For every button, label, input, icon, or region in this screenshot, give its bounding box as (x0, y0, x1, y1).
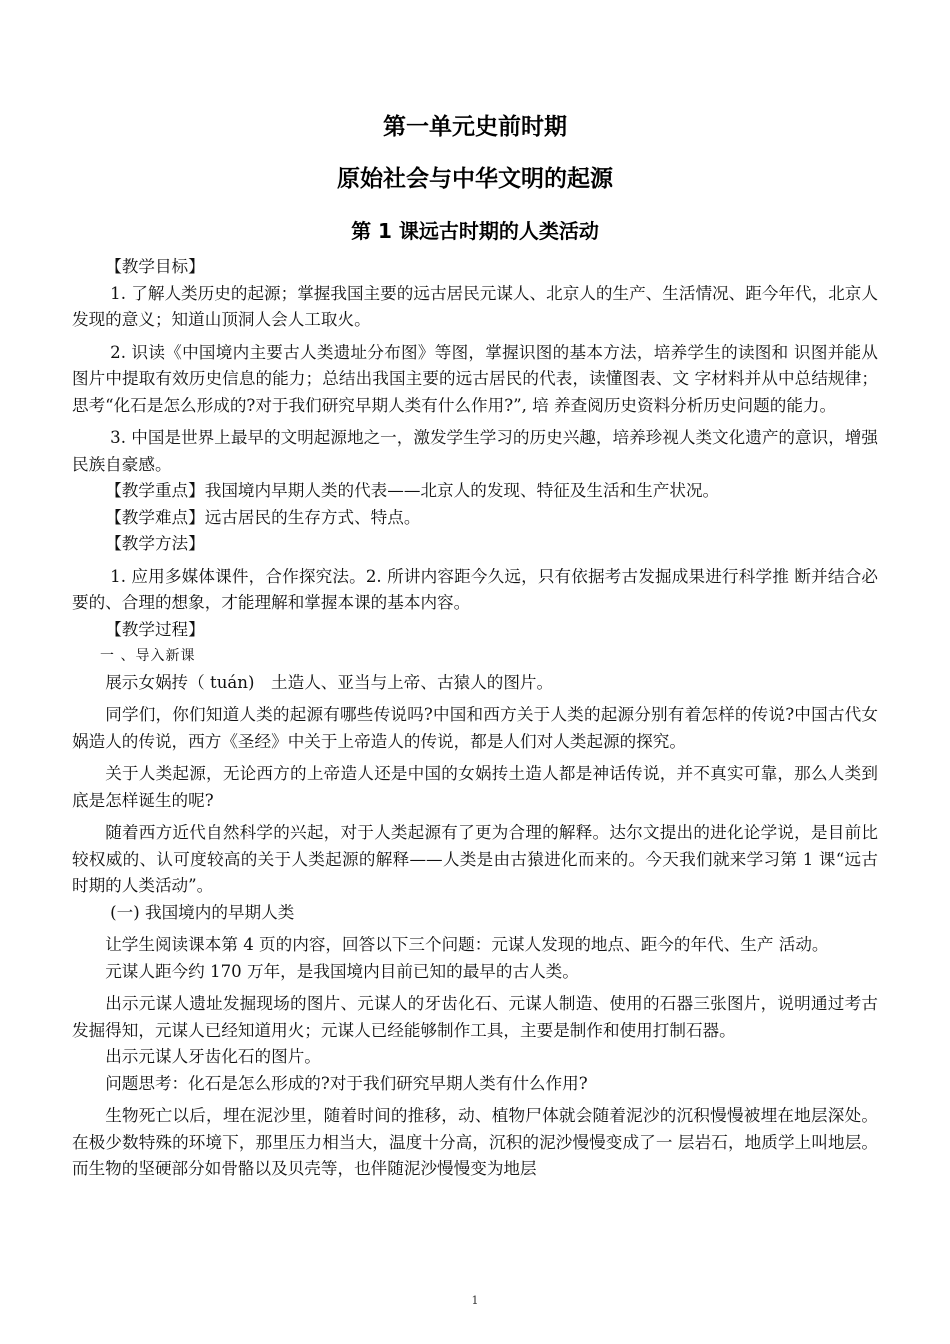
objective-1: 1. 了解人类历史的起源；掌握我国主要的远古居民元谋人、北京人的生产、生活情况、距今年代，北京人发现的意义；知道山顶洞人会人工取火。 (72, 283, 878, 329)
unit-title: 第一单元史前时期 (383, 114, 567, 140)
paragraph: 关于人类起源，无论西方的上帝造人还是中国的女娲抟土造人都是神话传说，并不真实可靠，那么人类到底是怎样诞生的呢? (72, 764, 878, 810)
process-heading: 【教学过程】 (105, 619, 205, 639)
step-1: 一 、导入新课 (100, 648, 196, 664)
objective-2: 2. 识读《中国境内主要古人类遗址分布图》等图，掌握识图的基本方法，培养学生的读图和 识图并能从图片中提取有效历史信息的能力；总结出我国主要的远古居民的代表，读懂图表、文 字材料并从中总结规律；思考“化石是怎么形成的?对于我们研究早期人类有什么作用?”, 培 养查阅历史资料分析历史问题的能力。 (72, 342, 878, 415)
objectives-heading: 【教学目标】 (105, 257, 205, 276)
section-title: 原始社会与中华文明的起源 (337, 166, 613, 192)
paragraph: 元谋人距今约 170 万年，是我国境内目前已知的最早的古人类。 (105, 961, 579, 981)
paragraph: 出示元谋人遗址发掘现场的图片、元谋人的牙齿化石、元谋人制造、使用的石器三张图片，说明通过考古发掘得知，元谋人已经知道用火；元谋人已经能够制作工具，主要是制作和使用打制石器。 (72, 994, 878, 1040)
paragraph: 让学生阅读课本第 4 页的内容，回答以下三个问题：元谋人发现的地点、距今的年代、生产 活动。 (105, 935, 829, 954)
key-point: 【教学重点】我国境内早期人类的代表——北京人的发现、特征及生活和生产状况。 (105, 481, 720, 500)
paragraph: 生物死亡以后，埋在泥沙里，随着时间的推移，动、植物尸体就会随着泥沙的沉积慢慢被埋在地层深处。在极少数特殊的环境下，那里压力相当大，温度十分高，沉积的泥沙慢慢变成了一 层岩石，地质学上叫地层。而生物的坚硬部分如骨骼以及贝壳等，也伴随泥沙慢慢变为地层 (72, 1106, 878, 1178)
page-number: 1 (471, 1294, 479, 1307)
objective-3: 3. 中国是世界上最早的文明起源地之一，激发学生学习的历史兴趣，培养珍视人类文化遗产的意识，增强民族自豪感。 (72, 428, 878, 474)
subsection-heading: (一) 我国境内的早期人类 (110, 902, 295, 922)
paragraph: 同学们，你们知道人类的起源有哪些传说吗?中国和西方关于人类的起源分别有着怎样的传说?中国古代女娲造人的传说，西方《圣经》中关于上帝造人的传说，都是人们对人类起源的探究。 (72, 705, 878, 751)
difficulty: 【教学难点】远古居民的生存方式、特点。 (105, 507, 421, 527)
paragraph: 问题思考：化石是怎么形成的?对于我们研究早期人类有什么作用? (105, 1073, 588, 1093)
methods: 1. 应用多媒体课件，合作探究法。2. 所讲内容距今久远，只有依据考古发掘成果进行科学推 断并结合必要的、合理的想象，才能理解和掌握本课的基本内容。 (72, 566, 878, 612)
methods-heading: 【教学方法】 (105, 534, 205, 553)
show-1: 展示女娲抟（ tuán) 土造人、亚当与上帝、古猿人的图片。 (105, 672, 554, 692)
paragraph: 出示元谋人牙齿化石的图片。 (105, 1047, 321, 1066)
document-body (72, 254, 878, 1183)
lesson-title: 第 1 课远古时期的人类活动 (351, 219, 599, 243)
paragraph: 随着西方近代自然科学的兴起，对于人类起源有了更为合理的解释。达尔文提出的进化论学说，是目前比较权威的、认可度较高的关于人类起源的解释——人类是由古猿进化而来的。今天我们就来学习第 1 课“远古时期的人类活动”。 (72, 823, 878, 895)
